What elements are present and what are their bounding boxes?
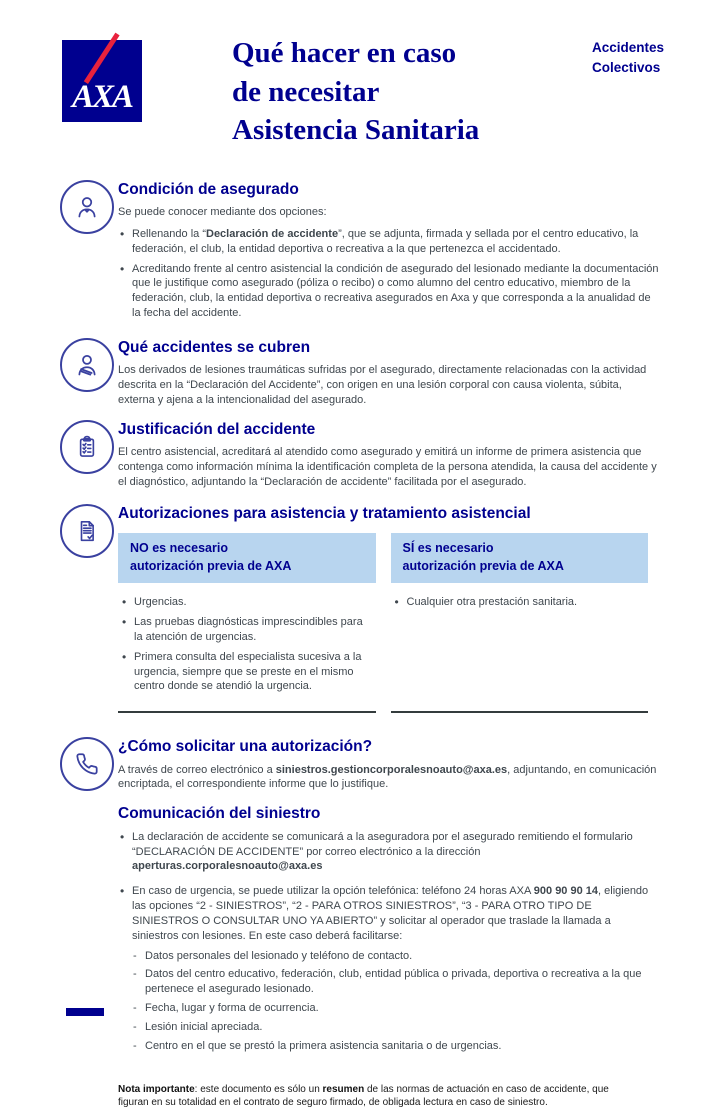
section-paragraph: El centro asistencial, acreditará al atendido como asegurado y emitirá un informe de primera asistencia que contenga como información mínima la identificación completa de la persona atendida, la causa del accidente y el diagnóstico, adjuntando la “Declaración de accidente” facilitada por el asegurado. [118, 446, 657, 488]
list-item: - Centro en el que se prestó la primera asistencia sanitaria o de urgencias. [132, 1039, 660, 1054]
icon-gutter [60, 180, 118, 234]
section-condicion-asegurado [60, 180, 660, 326]
section-content [118, 804, 660, 1058]
list-item: - Datos del centro educativo, federación, club, entidad pública o privada, deportiva o recreativa a la que pertenece el asegurado lesionado. [132, 967, 660, 997]
icon-gutter [60, 420, 118, 474]
product-tag-line: Colectivos [591, 60, 661, 76]
list-item: - Lesión inicial apreciada. [132, 1020, 660, 1035]
yes-authorization-box [391, 533, 649, 713]
section-heading: Condición de asegurado [118, 180, 299, 198]
injured-person-icon [60, 338, 114, 392]
section-comunicacion-siniestro [60, 804, 660, 1058]
page-title-line: de necesitar [232, 75, 380, 108]
footer-accent-bar [66, 1008, 104, 1016]
list-item: • Urgencias. [120, 595, 370, 610]
section-solicitar-autorizacion [60, 737, 660, 792]
section-intro: Se puede conocer mediante dos opciones: [118, 206, 327, 219]
section-justificacion-accidente [60, 420, 660, 490]
yes-authorization-box-header: SÍ es necesario autorización previa de AXA [391, 533, 649, 583]
axa-logo-text: AXA [71, 79, 133, 115]
list-item: • Las pruebas diagnósticas imprescindibles para la atención de urgencias. [120, 615, 370, 645]
header [0, 0, 724, 150]
important-note: Nota importante: este documento es sólo un resumen de las normas de actuación en caso de accidente, que figuran en su totalidad en el contrato de seguro firmado, de obligada lectura en caso de siniestro. [118, 1083, 609, 1109]
email-address: aperturas.corporalesnoauto@axa.es [132, 860, 323, 873]
section-content [118, 737, 660, 792]
section-heading: Comunicación del siniestro [118, 805, 321, 823]
icon-gutter [60, 338, 118, 392]
section-paragraph: Los derivados de lesiones traumáticas sufridas por el asegurado, directamente relacionadas con la actividad descrita en la “Declaración del Accidente”, con origen en una lesión corporal con causa violenta, súbita, externa y ajena a la intencionalidad del asegurado. [118, 364, 647, 407]
document-body [0, 150, 724, 1110]
list-item: • Cualquier otra prestación sanitaria. [393, 595, 643, 610]
page-title [142, 34, 592, 150]
section-nota-importante [60, 1083, 660, 1110]
axa-logo [62, 40, 142, 122]
list-item: • Acreditando frente al centro asistencial la condición de asegurado del lesionado mediante la documentación que le justifique como asegurado (póliza o recibo) o como alumno del centro educativo, miembro de la federación, club, la entidad deportiva o recreativa asegurados en Axa y que corresponda a la anualidad de la fecha del accidente. [118, 262, 660, 321]
list-item: - Fecha, lugar y forma de ocurrencia. [132, 1001, 660, 1016]
product-tag-line: Accidentes [591, 40, 664, 55]
list-item: • Rellenando la “Declaración de accidente”, que se adjunta, firmada y sellada por el centro educativo, la federación, el club, la entidad deportiva o recreativa a la que pertenezca el accidentado. [118, 227, 660, 257]
bullet-list [118, 227, 660, 321]
section-autorizaciones [60, 504, 660, 713]
no-authorization-box-header: NO es necesario autorización previa de AXA [118, 533, 376, 583]
section-content [118, 504, 660, 713]
product-tag [592, 38, 664, 79]
icon-gutter [60, 737, 118, 791]
section-heading: Qué accidentes se cubren [118, 338, 311, 356]
phone-icon [60, 737, 114, 791]
person-icon [60, 180, 114, 234]
section-content [118, 338, 660, 408]
section-heading: ¿Cómo solicitar una autorización? [118, 738, 373, 756]
section-paragraph: A través de correo electrónico a siniestros.gestioncorporalesnoauto@axa.es, adjuntando, en comunicación encriptada, el correspondiente informe que lo justifique. [118, 763, 657, 791]
section-content [118, 420, 660, 490]
section-heading: Autorizaciones para asistencia y tratamiento asistencial [118, 504, 531, 522]
bullet-list [391, 595, 649, 615]
email-address: siniestros.gestioncorporalesnoauto@axa.es [275, 763, 508, 776]
page-title-line: Asistencia Sanitaria [232, 114, 480, 147]
section-accidentes-cubiertos [60, 338, 660, 408]
icon-gutter [60, 504, 118, 558]
list-item: • En caso de urgencia, se puede utilizar la opción telefónica: teléfono 24 horas AXA 900 90 90 14, eligiendo las opciones “2 - SINIESTROS”, “2 - PARA OTROS SINIESTROS”, “3 - PARA OTRO TIPO DE SINIESTROS O CONSULTAR UNO YA ABIERTO” y solicitar al operador que traslade la llamada a siniestros con lesiones. En este caso deberá facilitarse: - Datos personales del lesionado y teléfono de contacto. - Datos del centro educativo, federación, club, entidad pública o privada, deportiva o recreativa a la que pertenece el asegurado lesionado. - Fecha, lugar y forma de ocurrencia. - Lesión inicial apreciada. - Centro en el que se prestó la primera asistencia sanitaria o de urgencias. [118, 884, 660, 1053]
axa-logo-slash-icon [84, 33, 120, 84]
list-item: • Primera consulta del especialista sucesiva a la urgencia, siempre que se preste en el mismo centro donde se atendió la urgencia. [120, 650, 370, 695]
authorization-columns [118, 533, 648, 713]
page-title-line: Qué hacer en caso [232, 37, 457, 69]
list-item: • La declaración de accidente se comunicará a la aseguradora por el asegurado remitiendo el formulario “DECLARACIÓN DE ACCIDENTE” por correo electrónico a la dirección aperturas.corporalesnoauto@axa.es [118, 830, 660, 875]
section-heading: Justificación del accidente [118, 420, 316, 438]
no-authorization-box [118, 533, 376, 713]
section-content [118, 180, 660, 326]
phone-number: 900 90 90 14 [533, 885, 599, 898]
list-item: - Datos personales del lesionado y teléfono de contacto. [132, 949, 660, 964]
document-check-icon [60, 504, 114, 558]
bullet-list [118, 830, 660, 1054]
clipboard-checklist-icon [60, 420, 114, 474]
dash-list [132, 949, 660, 1054]
section-content [118, 1083, 660, 1110]
bullet-list [118, 595, 376, 699]
